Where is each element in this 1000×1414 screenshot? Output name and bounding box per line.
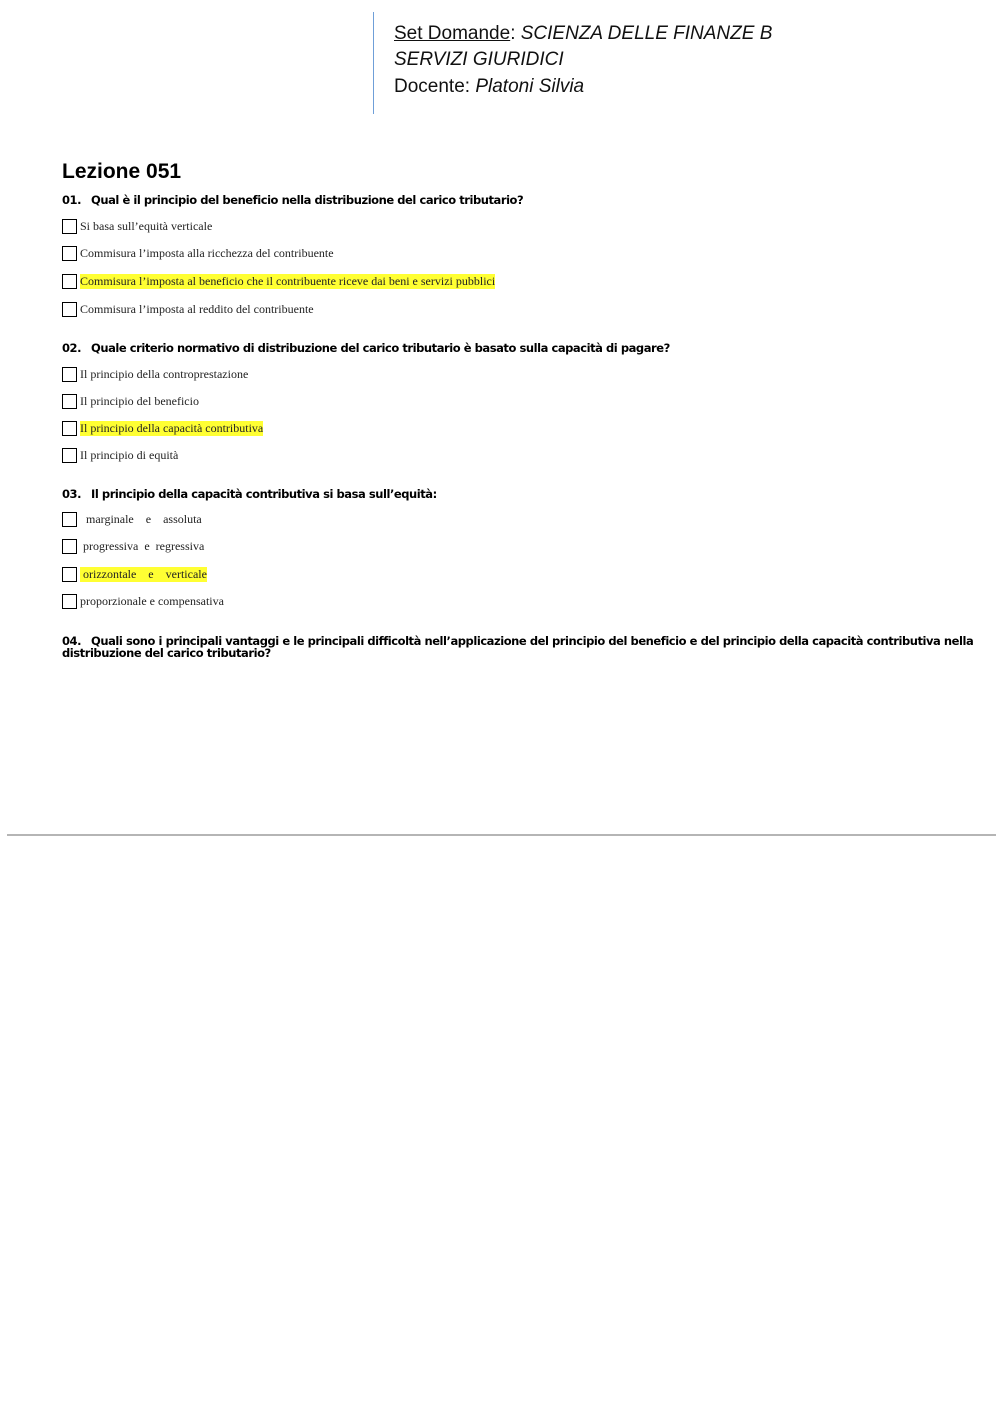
answer-text-highlighted: Commisura l’imposta al beneficio che il contribuente riceve dai beni e servizi pubblici (80, 274, 496, 288)
document-header (373, 12, 974, 114)
answer-checkbox[interactable] (62, 246, 77, 261)
question-number: 03. (62, 487, 82, 501)
teacher-label: Docente: (394, 76, 471, 97)
question-text-line1: Quali sono i principali vantaggi e le principali difficoltà nell’applicazione del principio del beneficio e del principio della capacità contributiva nella (91, 634, 974, 648)
answer-text: Il principio di equità (80, 448, 179, 462)
answer-checkbox[interactable] (62, 421, 77, 436)
answer-checkbox[interactable] (62, 302, 77, 317)
course-name-line2: SERVIZI GIURIDICI (394, 49, 564, 70)
page-separator (7, 834, 996, 836)
question-number: 04. (62, 634, 82, 648)
answer-checkbox[interactable] (62, 594, 77, 609)
answer-text: Il principio del beneficio (80, 394, 199, 408)
answer-checkbox[interactable] (62, 539, 77, 554)
answer-checkbox[interactable] (62, 448, 77, 463)
question-03 (62, 488, 437, 501)
course-name-line1: SCIENZA DELLE FINANZE B (520, 23, 773, 44)
question-02 (62, 342, 670, 355)
answer-text-highlighted: Il principio della capacità contributiva (80, 421, 264, 435)
answer-checkbox[interactable] (62, 512, 77, 527)
teacher-name: Platoni Silvia (475, 76, 585, 97)
set-colon: : (510, 23, 516, 44)
question-text: Qual è il principio del beneficio nella distribuzione del carico tributario? (91, 193, 524, 207)
question-text-line2: distribuzione del carico tributario? (62, 646, 271, 660)
answer-text: Si basa sull’equità verticale (80, 219, 213, 233)
question-04-continuation (62, 647, 271, 660)
question-number: 01. (62, 193, 82, 207)
answer-checkbox[interactable] (62, 274, 77, 289)
answer-text: proporzionale e compensativa (80, 594, 224, 608)
header-teacher-line (394, 74, 584, 100)
answer-text-highlighted: orizzontale e verticale (80, 567, 207, 581)
header-set-line (394, 21, 772, 47)
answer-text: marginale e assoluta (80, 512, 202, 526)
answer-text: Il principio della controprestazione (80, 367, 249, 381)
answer-text: progressiva e regressiva (80, 539, 205, 553)
answer-checkbox[interactable] (62, 394, 77, 409)
question-text: Quale criterio normativo di distribuzione del carico tributario è basato sulla capacità di pagare? (91, 341, 670, 355)
question-number: 02. (62, 341, 82, 355)
question-text: Il principio della capacità contributiva si basa sull’equità: (91, 487, 437, 501)
answer-text: Commisura l’imposta al reddito del contribuente (80, 302, 314, 316)
answer-text: Commisura l’imposta alla ricchezza del contribuente (80, 246, 334, 260)
lesson-title: Lezione 051 (62, 160, 182, 183)
answer-checkbox[interactable] (62, 367, 77, 382)
answer-checkbox[interactable] (62, 567, 77, 582)
question-01 (62, 194, 523, 207)
set-label: Set Domande (394, 23, 511, 44)
answer-checkbox[interactable] (62, 219, 77, 234)
